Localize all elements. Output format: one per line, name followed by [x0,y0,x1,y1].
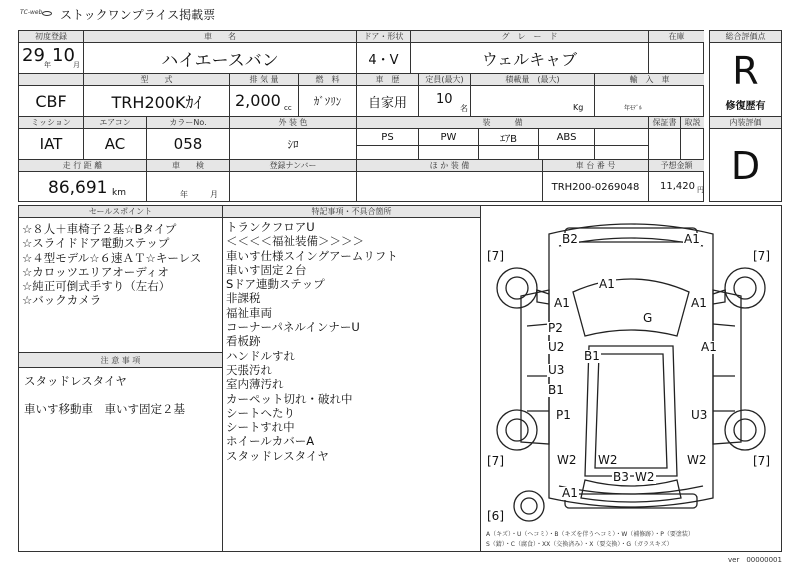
version: ver 00000001 [728,556,782,564]
list-item: 車いす固定２台 [226,262,307,277]
color-no: 058 [173,135,203,153]
label-displacement: 排 気 量 [230,74,298,85]
label-sales-points: セールスポイント [19,206,222,217]
grade: ウェルキャブ [481,49,578,69]
diag-mark: [7] [753,249,770,263]
label-exterior: 外 装 色 [230,117,356,128]
label-capacity: 定員(最大) [419,74,470,85]
label-price: 予想金額 [649,160,704,171]
interior-score: D [730,144,761,188]
list-item: ホイールカバーA [226,434,315,449]
insp-month-unit: 月 [210,190,218,199]
diag-mark: B1 [548,383,564,397]
list-item [24,388,185,402]
list-item: 車いす移動車 車いす固定２基 [24,402,185,417]
diag-mark: U2 [548,340,565,354]
equip-ps: PS [381,131,394,143]
list-item: ☆４型モデル☆６速ＡＴ☆キーレス [22,250,202,265]
label-load: 積載量 (最大) [471,74,594,85]
model-code: CBF [35,91,67,111]
label-stock: 在庫 [649,31,704,42]
import-note: 年ﾓﾃﾞﾙ [624,105,643,112]
sales-points-list [22,222,201,308]
list-item: ☆スライドドア電動ステップ [22,236,170,251]
list-item: ☆純正可倒式手すり（左右） [22,279,171,294]
diag-mark: P1 [556,408,571,422]
logo-mark-icon [42,11,52,16]
divider [594,128,595,159]
list-item: 天張汚れ [226,362,272,377]
month-unit: 月 [73,61,80,69]
capacity: 10 [436,92,453,107]
price: 11,420 [660,181,695,192]
displacement: 2,000 [235,91,281,110]
list-item: 非課税 [226,291,261,306]
equip-airbag: ｴｱB [500,133,517,145]
label-color-no: カラーNo. [147,117,229,128]
label-special-notes: 特記事項・不具合箇所 [223,206,480,217]
diag-mark: [7] [487,249,504,263]
list-item: スタッドレスタイヤ [24,374,127,388]
diag-mark: W2 [598,453,618,467]
insp-year-unit: 年 [180,190,188,199]
car-name: ハイエースバン [161,50,279,71]
kg-unit: Kg [573,103,584,112]
reg-year: 29 [22,45,45,66]
label-chassis: 車 台 番 号 [543,160,648,171]
yen-unit: 円 [697,186,704,194]
list-item: ＜＜＜＜福祉装備＞＞＞＞ [226,234,364,249]
diag-mark: U3 [548,363,565,377]
list-item: ☆８人＋車椅子２基☆Bタイプ [22,222,177,236]
mileage: 86,691 [48,178,108,198]
page-title: ストックワンプライス掲載票 [60,8,216,22]
diag-mark: [7] [487,454,504,468]
diag-mark: B3 [613,470,629,484]
model: TRH200Kｶｲ [111,92,202,112]
label-grade: グ レ ー ド [411,31,648,42]
diag-mark: B2 [562,232,578,246]
list-item: スタッドレスタイヤ [226,448,329,463]
label-model: 型 式 [84,74,229,85]
list-item: Sドア連動ステップ [226,277,325,292]
list-item: シートへたり [226,405,295,420]
list-item: ☆カロッツエリアオーディオ [22,264,169,279]
label-other-equip: ほ か 装 備 [357,160,542,171]
label-inspection: 車 検 [147,160,229,171]
label-door: ドア・形状 [357,31,410,42]
divider [356,145,648,146]
legend-line-2: S（錆）・C（腐食）・XX（交換済み）・X（要交換）・G（ガラスキズ） [486,541,673,548]
label-manual: 取説 [681,117,704,128]
label-notes: 注 意 事 項 [19,353,222,367]
cc-unit: cc [284,104,292,112]
divider [18,367,222,368]
list-item: 室内薄汚れ [226,377,284,392]
list-item: 福祉車両 [226,305,272,320]
capacity-unit: 名 [460,104,468,113]
label-mission: ミッション [19,117,83,128]
label-equipment: 装 備 [357,117,648,128]
diag-mark: P2 [548,321,563,335]
diag-mark: A1 [691,296,707,310]
diag-mark: B1 [584,349,600,363]
diag-mark: W2 [557,453,577,467]
label-car-name: 車 名 [84,31,356,42]
diag-mark: W2 [635,470,655,484]
list-item: トランクフロアU [226,220,315,234]
label-plate: 登録ナンバー [230,160,356,171]
mission: IAT [39,135,63,153]
repair-history-caption: 修復歴有 [725,100,766,112]
year-unit: 年 [44,61,51,69]
diag-mark: G [643,311,653,325]
label-import: 輸 入 車 [595,74,704,85]
door-type: 4・V [368,52,399,68]
overall-score: R [732,49,759,93]
list-item: ☆バックカメラ [22,293,102,308]
exterior-color: ｼﾛ [287,138,299,151]
legend-line-1: A（キズ）・U（ヘコミ）・B（キズを伴うヘコミ）・W（補修跡）・P（要塗装） [486,531,694,538]
km-unit: km [112,188,126,198]
equip-abs: ABS [556,131,577,143]
fuel: ｶﾞｿﾘﾝ [313,95,342,108]
diag-mark: A1 [684,232,700,246]
divider [18,217,480,218]
divider [709,42,782,43]
label-first-reg: 初度登録 [19,31,83,42]
diag-mark: [7] [753,454,770,468]
divider [222,205,223,552]
chassis-number: TRH200-0269048 [551,181,640,193]
list-item: 車いす仕様スイングアームリフト [226,248,398,263]
diag-mark: U3 [691,408,708,422]
label-aircon: エアコン [84,117,146,128]
list-item: 看板跡 [226,334,261,349]
car-condition-diagram [481,206,781,526]
list-item: カーペット切れ・破れ中 [226,391,353,406]
diag-mark: A1 [701,340,717,354]
label-interior: 内装評価 [710,117,781,128]
diag-mark: A1 [562,486,578,500]
label-score: 総合評価点 [710,31,781,42]
special-notes-list [226,220,398,463]
label-history: 車 歴 [357,74,418,85]
diag-mark: W2 [687,453,707,467]
diag-mark: [6] [487,509,504,523]
logo: TC-web [20,9,43,16]
equip-pw: PW [440,131,457,143]
label-warranty: 保証書 [649,117,680,128]
divider [709,128,782,129]
list-item: シートすれ中 [226,420,295,435]
history: 自家用 [367,95,407,111]
reg-month: 10 [52,45,75,66]
diag-mark: A1 [554,296,570,310]
list-item: コーナーパネルインナーU [226,320,360,335]
notes-list [24,374,185,417]
label-mileage: 走 行 距 離 [19,160,146,171]
label-fuel: 燃 料 [299,74,356,85]
diag-mark: A1 [599,277,615,291]
list-item: ハンドルすれ [226,348,295,363]
aircon: AC [104,135,126,153]
